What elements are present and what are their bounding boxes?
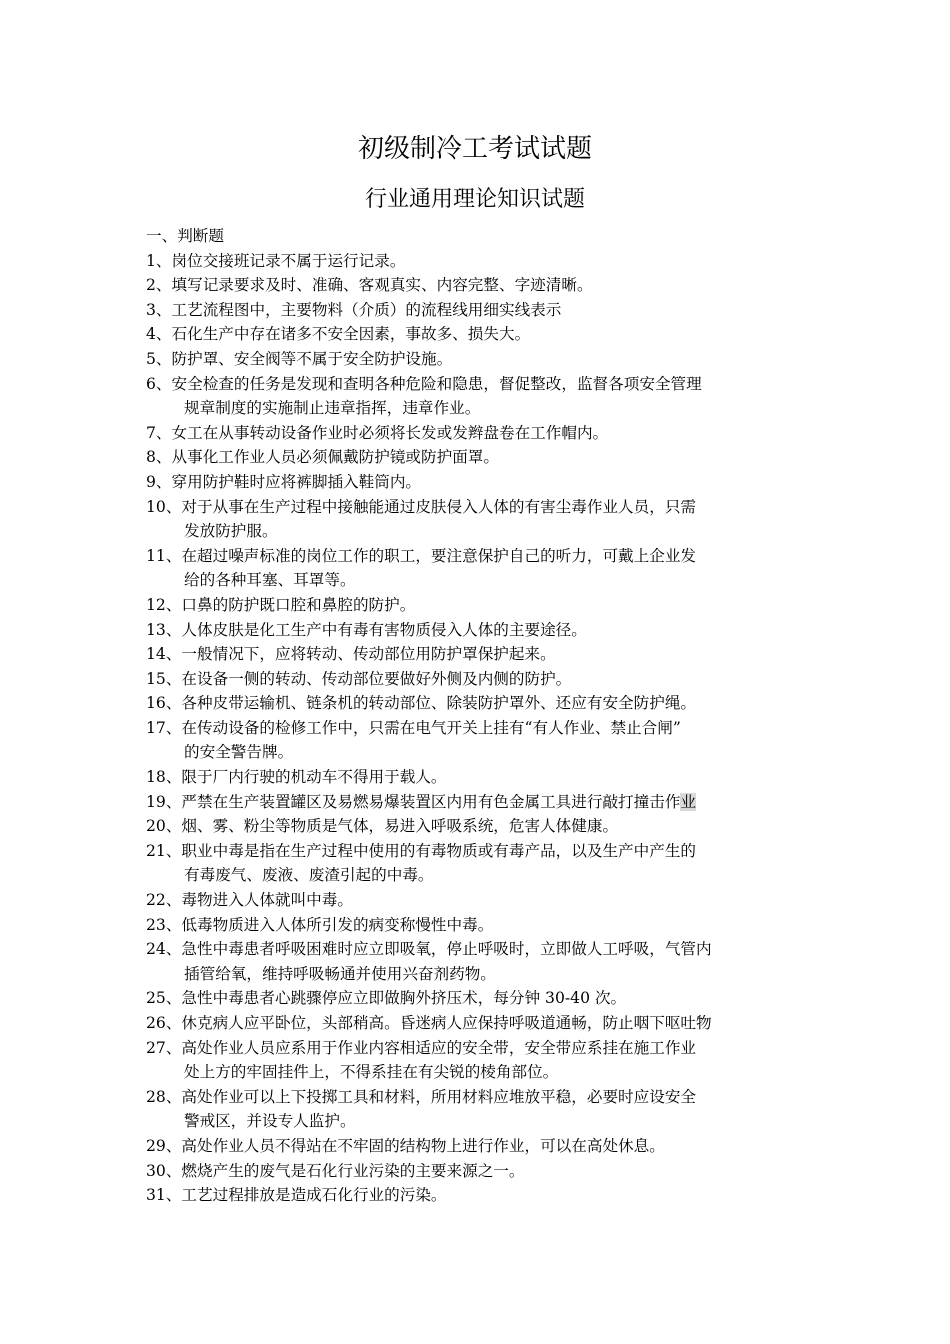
question-item	[146, 1011, 812, 1036]
question-list	[146, 224, 812, 1208]
question-item	[146, 322, 812, 347]
question-text	[146, 322, 812, 347]
question-text-main: 5、防护罩、安全阀等不属于安全防护设施。	[146, 349, 453, 368]
question-text-continuation: 规章制度的实施制止违章指挥，违章作业。	[184, 399, 481, 418]
question-text	[146, 445, 812, 470]
question-item	[146, 765, 812, 790]
question-text-main: 29、高处作业人员不得站在不牢固的结构物上进行作业，可以在高处休息。	[146, 1136, 665, 1155]
question-text	[146, 1159, 812, 1184]
question-item	[146, 618, 812, 643]
question-text-continuation: 处上方的牢固挂件上，不得系挂在有尖锐的棱角部位。	[184, 1063, 559, 1082]
question-text-main: 7、女工在从事转动设备作业时必须将长发或发辫盘卷在工作帽内。	[146, 423, 609, 442]
question-text	[146, 716, 812, 741]
question-text-main: 12、口鼻的防护既口腔和鼻腔的防护。	[146, 595, 416, 614]
question-text-main: 13、人体皮肤是化工生产中有毒有害物质侵入人体的主要途径。	[146, 620, 587, 639]
question-item	[146, 667, 812, 692]
question-text-main: 24、急性中毒患者呼吸困难时应立即吸氧，停止呼吸时，立即做人工呼吸，气管内	[146, 940, 712, 959]
question-item	[146, 1085, 812, 1134]
question-text-main: 23、低毒物质进入人体所引发的病变称慢性中毒。	[146, 915, 494, 934]
question-text	[146, 544, 812, 569]
question-text	[146, 1085, 812, 1110]
question-item	[146, 421, 812, 446]
question-text-main: 18、限于厂内行驶的机动车不得用于载人。	[146, 768, 447, 787]
question-item	[146, 937, 812, 986]
question-text-main: 1、岗位交接班记录不属于运行记录。	[146, 251, 406, 270]
question-item	[146, 1183, 812, 1208]
question-text	[146, 839, 812, 864]
question-text	[146, 1036, 812, 1061]
question-text-main: 21、职业中毒是指在生产过程中使用的有毒物质或有毒产品，以及生产中产生的	[146, 841, 697, 860]
question-item	[146, 814, 812, 839]
question-text	[146, 986, 812, 1011]
question-item	[146, 1159, 812, 1184]
question-text	[146, 347, 812, 372]
question-text	[146, 470, 812, 495]
question-text-main: 3、工艺流程图中，主要物料（介质）的流程线用细实线表示	[146, 300, 562, 319]
question-item	[146, 642, 812, 667]
question-text-main: 9、穿用防护鞋时应将裤脚插入鞋筒内。	[146, 472, 422, 491]
question-text	[146, 593, 812, 618]
question-item	[146, 888, 812, 913]
question-text	[146, 765, 812, 790]
question-text	[146, 249, 812, 274]
question-text-main: 4、石化生产中存在诸多不安全因素，事故多、损失大。	[146, 325, 531, 344]
question-text	[146, 790, 812, 815]
document-title: 初级制冷工考试试题	[357, 134, 592, 164]
question-item	[146, 495, 812, 544]
question-text-main: 31、工艺过程排放是造成石化行业的污染。	[146, 1186, 447, 1205]
question-text-main: 20、烟、雾、粉尘等物质是气体，易进入呼吸系统，危害人体健康。	[146, 817, 619, 836]
question-item	[146, 913, 812, 938]
question-text	[146, 1134, 812, 1159]
question-text	[146, 298, 812, 323]
question-text-main: 19、严禁在生产装置罐区及易燃易爆装置区内用有色金属工具进行敲打撞击作	[146, 792, 681, 811]
highlighted-text: 业	[680, 792, 697, 811]
question-text	[146, 814, 812, 839]
question-text-main: 6、安全检查的任务是发现和查明各种危险和隐患，督促整改，监督各项安全管理	[146, 374, 702, 393]
question-text-main: 15、在设备一侧的转动、传动部位要做好外侧及内侧的防护。	[146, 669, 572, 688]
question-text	[146, 691, 812, 716]
question-text-main: 10、对于从事在生产过程中接触能通过皮肤侵入人体的有害尘毒作业人员，只需	[146, 497, 697, 516]
question-item	[146, 839, 812, 888]
question-text-main: 11、在超过噪声标准的岗位工作的职工，要注意保护自己的听力，可戴上企业发	[146, 546, 697, 565]
question-text-continuation: 插管给氧，维持呼吸畅通并使用兴奋剂药物。	[184, 964, 496, 983]
question-text	[146, 273, 812, 298]
question-text-main: 8、从事化工作业人员必须佩戴防护镜或防护面罩。	[146, 448, 499, 467]
question-text	[146, 495, 812, 520]
question-text	[146, 618, 812, 643]
question-text-main: 27、高处作业人员应系用于作业内容相适应的安全带，安全带应系挂在施工作业	[146, 1038, 697, 1057]
question-text-main: 17、在传动设备的检修工作中，只需在电气开关上挂有“有人作业、禁止合闸”	[146, 718, 681, 737]
question-item	[146, 790, 812, 815]
section-heading: 一、判断题	[146, 227, 224, 245]
question-item	[146, 445, 812, 470]
question-item	[146, 347, 812, 372]
question-text-main: 14、一般情况下，应将转动、传动部位用防护罩保护起来。	[146, 645, 556, 664]
document-subtitle: 行业通用理论知识试题	[364, 187, 585, 212]
question-text	[146, 937, 812, 962]
question-text	[146, 888, 812, 913]
question-text-continuation: 有毒废气、废液、废渣引起的中毒。	[184, 866, 434, 885]
question-item	[146, 544, 812, 593]
question-text-main: 22、毒物进入人体就叫中毒。	[146, 891, 353, 910]
question-item	[146, 593, 812, 618]
question-item	[146, 716, 812, 765]
question-text-main: 30、燃烧产生的废气是石化行业污染的主要来源之一。	[146, 1161, 525, 1180]
question-text	[146, 421, 812, 446]
question-text-continuation: 的安全警告牌。	[184, 743, 294, 762]
question-item	[146, 273, 812, 298]
question-item	[146, 691, 812, 716]
question-text	[146, 372, 812, 397]
question-text	[146, 667, 812, 692]
question-text-main: 25、急性中毒患者心跳骤停应立即做胸外挤压术，每分钟 30-40 次。	[146, 989, 627, 1008]
question-item	[146, 1134, 812, 1159]
question-item	[146, 372, 812, 421]
question-item	[146, 986, 812, 1011]
question-item	[146, 249, 812, 274]
question-item	[146, 470, 812, 495]
question-text-continuation: 给的各种耳塞、耳罩等。	[184, 571, 356, 590]
question-item	[146, 1036, 812, 1085]
question-text-main: 28、高处作业可以上下投掷工具和材料，所用材料应堆放平稳，必要时应设安全	[146, 1087, 697, 1106]
question-text-main: 26、休克病人应平卧位，头部稍高。昏迷病人应保持呼吸道通畅，防止咽下呕吐物	[146, 1014, 712, 1032]
question-text-main: 16、各种皮带运输机、链条机的转动部位、除装防护罩外、还应有安全防护绳。	[146, 694, 697, 713]
question-text	[146, 642, 812, 667]
question-text	[146, 913, 812, 938]
question-text-continuation: 发放防护服。	[184, 522, 278, 541]
question-text	[146, 1011, 812, 1036]
question-text	[146, 1183, 812, 1208]
question-text-main: 2、填写记录要求及时、准确、客观真实、内容完整、字迹清晰。	[146, 276, 593, 295]
question-item	[146, 298, 812, 323]
question-text-continuation: 警戒区，并设专人监护。	[184, 1112, 356, 1131]
